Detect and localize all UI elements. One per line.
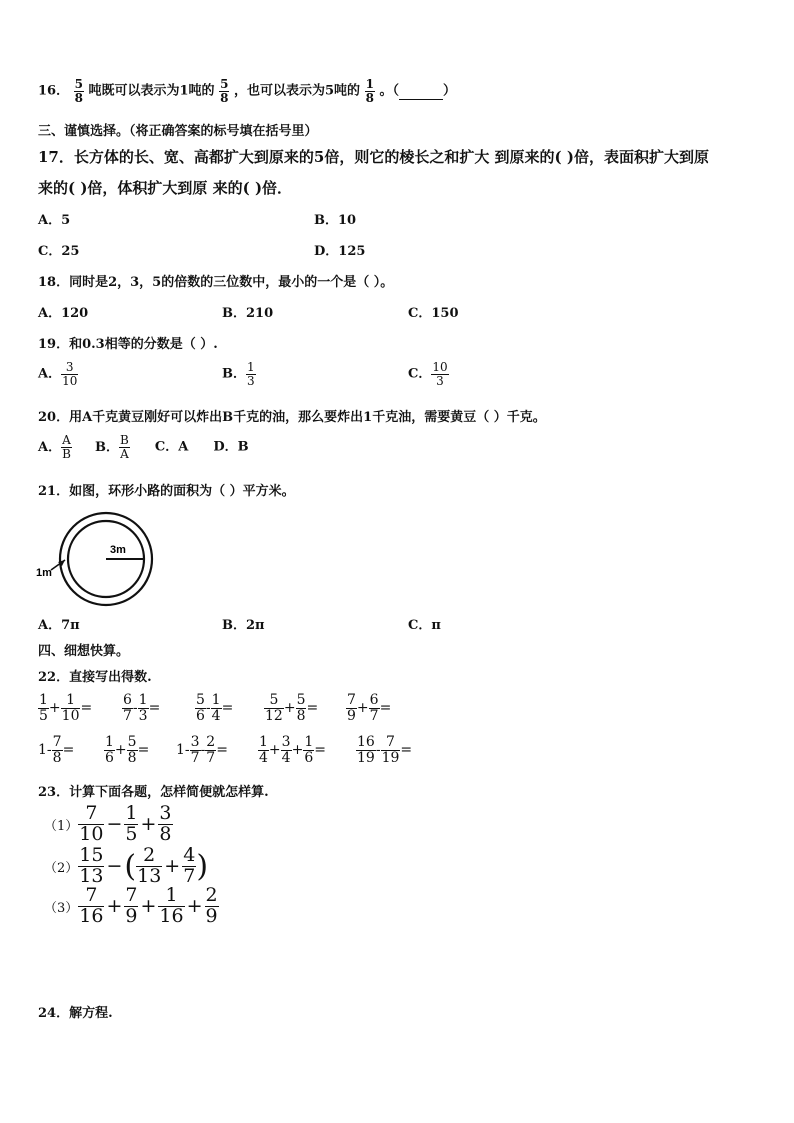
q18-option-b[interactable]: B．210: [222, 306, 274, 321]
q23-text: 23．计算下面各题，怎样简便就怎样算.: [38, 785, 269, 800]
fraction: $\frac{10}{3}$: [432, 360, 448, 388]
q21-text: 21．如图，环形小路的面积为（ ）平方米。: [38, 484, 295, 499]
q20-option-b[interactable]: B． $\frac{B}{A}$: [94, 433, 129, 461]
q22-item-8: 1- $\frac{3}{7}$ - $\frac{2}{7}$ =: [176, 734, 228, 766]
q21-option-a[interactable]: A．7π: [38, 618, 80, 633]
fraction: $\frac{B}{A}$: [119, 433, 129, 461]
q21-option-c[interactable]: C．π: [408, 618, 441, 633]
q23-problem-3: （3） $\frac{7}{16}$ + $\frac{7}{9}$ + $\frac{1}{16}$ + $\frac{2}{9}$: [44, 884, 218, 927]
q18-option-c[interactable]: C．150: [408, 306, 459, 321]
q22-item-1: $\frac{1}{5}$ + $\frac{1}{10}$ =: [39, 692, 93, 724]
q18-option-a[interactable]: A．120: [38, 306, 89, 321]
radius-label: 3m: [110, 544, 126, 556]
q17-option-d[interactable]: D．125: [314, 244, 366, 259]
q22-item-10: $\frac{16}{19}$ - $\frac{7}{19}$ =: [357, 734, 413, 766]
fraction: $\frac{5}{8}$: [74, 77, 83, 105]
answer-blank[interactable]: [399, 84, 443, 100]
fraction: $\frac{1}{8}$: [365, 77, 374, 105]
fraction: $\frac{3}{10}$: [62, 360, 78, 388]
q19-option-b[interactable]: B． $\frac{1}{3}$: [222, 360, 255, 388]
q18-text: 18．同时是2，3，5的倍数的三位数中，最小的一个是（ ）。: [38, 275, 394, 290]
q22-item-3: $\frac{5}{6}$ - $\frac{1}{4}$ =: [196, 692, 234, 724]
q24-text: 24．解方程.: [38, 1006, 113, 1021]
q22-item-5: $\frac{7}{9}$ + $\frac{6}{7}$ =: [347, 692, 392, 724]
ring-path-diagram: [32, 506, 162, 616]
q21-option-b[interactable]: B．2π: [222, 618, 265, 633]
section-4-heading: 四、细想快算。: [38, 644, 130, 659]
q22-item-6: 1- $\frac{7}{8}$ =: [38, 734, 75, 766]
q17-option-a[interactable]: A．5: [38, 213, 71, 228]
q17-line1: 17．长方体的长、宽、高都扩大到原来的5倍，则它的棱长之和扩大 到原来的( )倍，表面积扩大到原: [38, 148, 709, 166]
q22-text: 22．直接写出得数.: [38, 670, 152, 685]
q20-option-c[interactable]: C．A: [154, 439, 189, 455]
q23-problem-2: （2） $\frac{15}{13}$ −( $\frac{2}{13}$ + $\frac{4}{7}$ ): [44, 844, 209, 887]
q20-text: 20．用A千克黄豆刚好可以炸出B千克的油，那么要炸出1千克油，需要黄豆（ ）千克。: [38, 410, 546, 425]
q17-option-c[interactable]: C．25: [38, 244, 80, 259]
q19-option-c[interactable]: C． $\frac{10}{3}$: [408, 360, 448, 388]
q16-number: 16．: [38, 83, 70, 99]
q20-options: [38, 434, 249, 460]
fraction: $\frac{1}{3}$: [247, 360, 255, 388]
q17-line2: 来的( )倍，体积扩大到原 来的( )倍．: [38, 179, 293, 197]
section-3-heading: 三、谨慎选择。（将正确答案的标号填在括号里）: [38, 124, 318, 139]
q19-text: 19．和0.3相等的分数是（ ）.: [38, 337, 218, 352]
fraction: $\frac{A}{B}$: [62, 433, 71, 461]
q16: 16． $\frac{5}{8}$ 吨既可以表示为1吨的 $\frac{5}{8}$ ，也可以表示为5吨的 $\frac{1}{8}$ 。（ ）: [38, 77, 456, 105]
fraction: $\frac{5}{8}$: [220, 77, 229, 105]
q22-item-2: $\frac{6}{7}$ - $\frac{1}{3}$ =: [123, 692, 161, 724]
q22-item-9: $\frac{1}{4}$ + $\frac{3}{4}$ + $\frac{1}{6}$ =: [259, 734, 326, 766]
width-label: 1m: [36, 567, 52, 579]
q23-problem-1: （1） $\frac{7}{10}$ − $\frac{1}{5}$ + $\frac{3}{8}$: [44, 802, 172, 845]
q22-item-4: $\frac{5}{12}$ + $\frac{5}{8}$ =: [265, 692, 319, 724]
q19-option-a[interactable]: A． $\frac{3}{10}$: [38, 360, 78, 388]
q20-option-a[interactable]: A． $\frac{A}{B}$: [38, 433, 71, 461]
q22-item-7: $\frac{1}{6}$ + $\frac{5}{8}$ =: [105, 734, 150, 766]
q17-option-b[interactable]: B．10: [314, 213, 357, 228]
q20-option-d[interactable]: D．B: [213, 439, 249, 455]
